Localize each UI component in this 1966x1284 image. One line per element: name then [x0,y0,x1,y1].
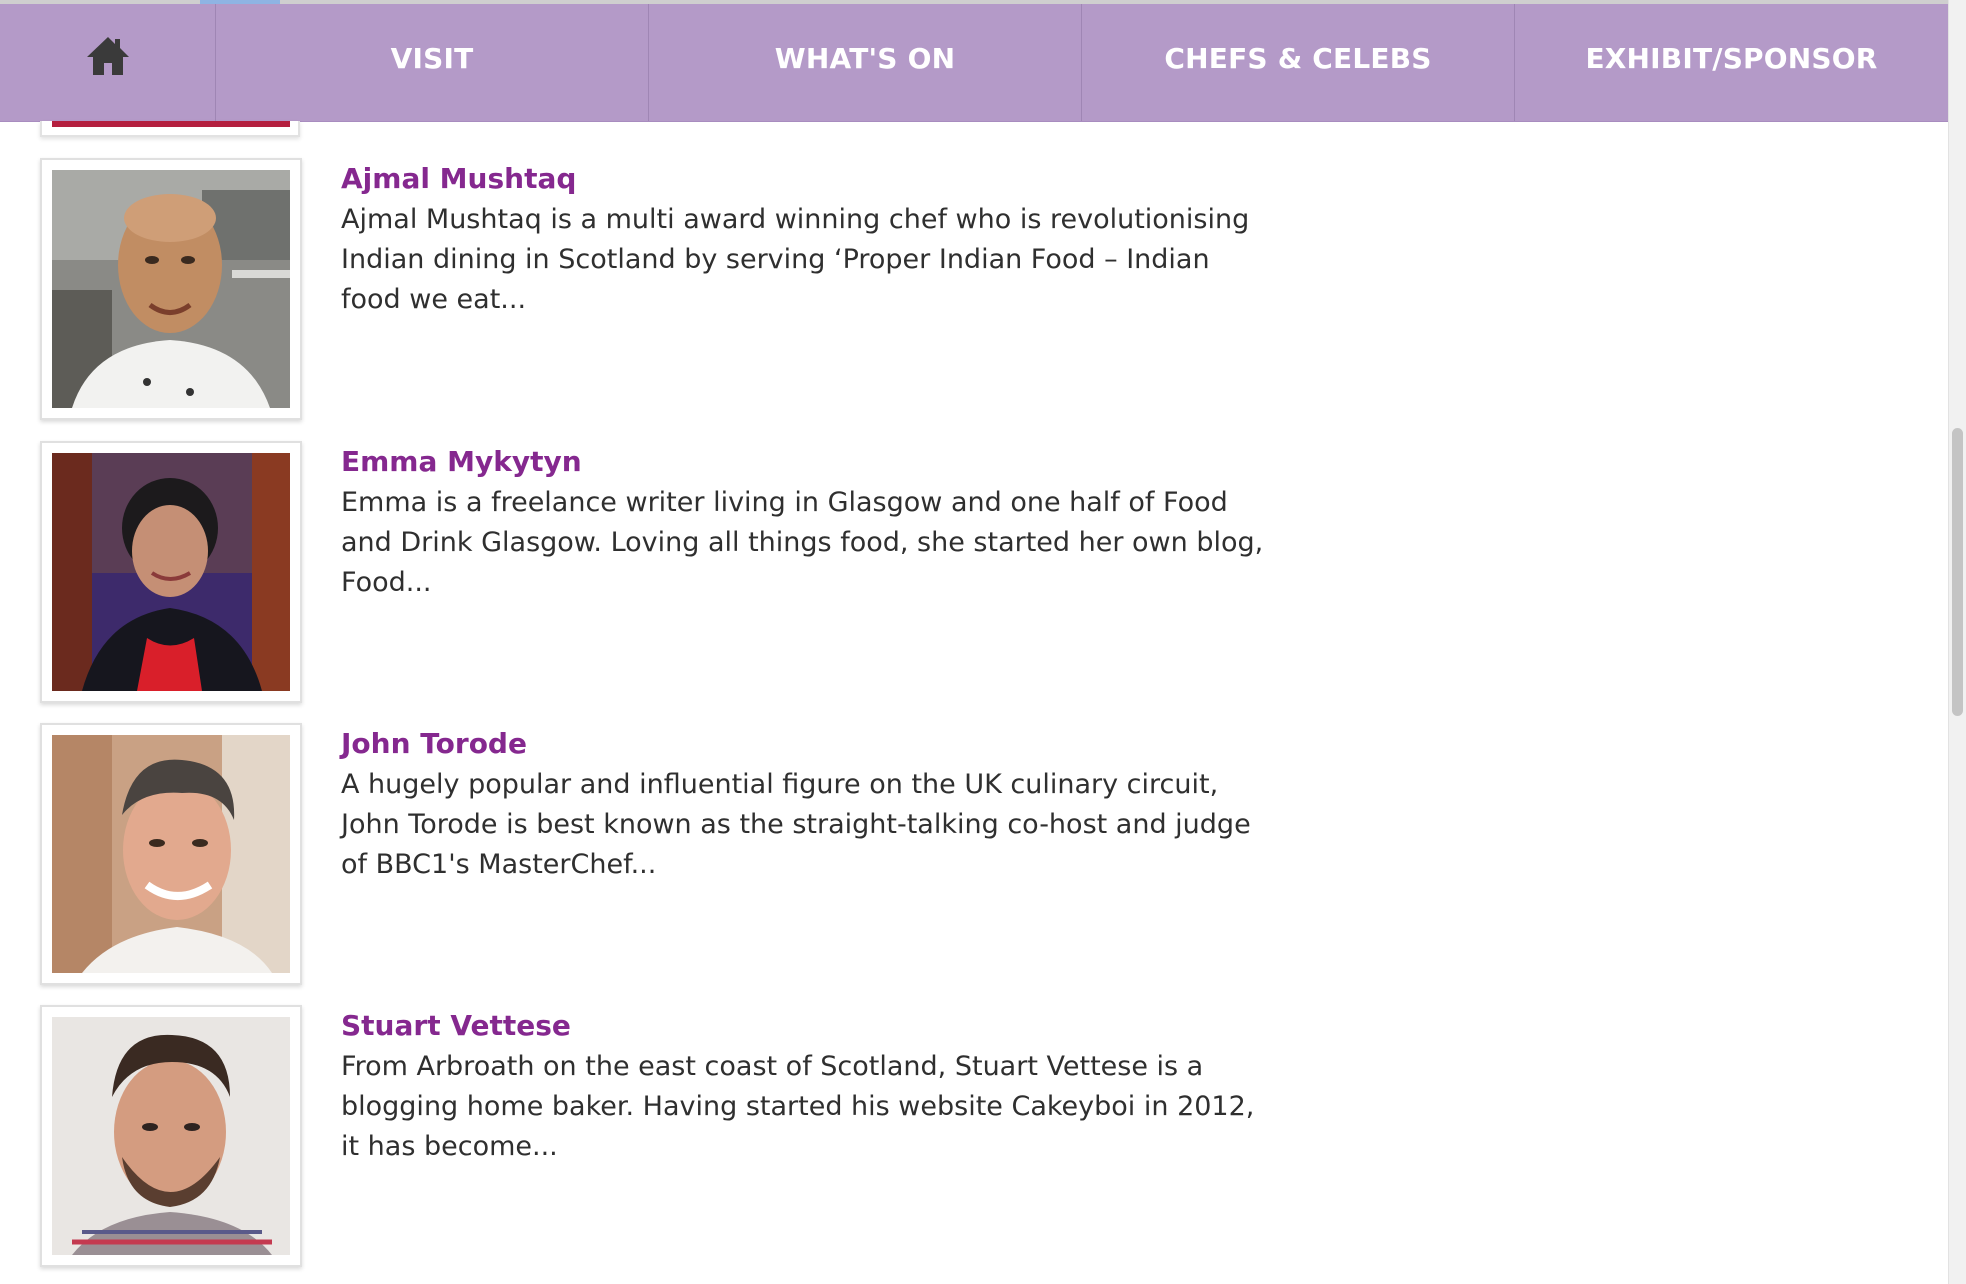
chef-thumbnail[interactable] [40,1005,302,1267]
home-icon [85,35,131,81]
chef-description: Ajmal Mushtaq is a multi award winning chef who is revolutionising Indian dining in Scotland by serving ‘Proper Indian Food – Indian food we eat... [341,204,1250,315]
nav-item-chefs-celebs[interactable]: CHEFS & CELEBS [1082,4,1515,121]
chef-description: Emma is a freelance writer living in Glasgow and one half of Food and Drink Glasgow. Loving all things food, she started her own blog, Food... [341,487,1264,598]
chef-list-item [40,723,1251,985]
chef-photo [52,735,290,973]
home-button[interactable] [0,4,216,121]
previous-chef-thumbnail[interactable] [40,121,300,137]
previous-chef-photo [52,121,290,127]
chef-list-item [40,1005,1255,1267]
nav-item-whats-on[interactable]: WHAT'S ON [649,4,1082,121]
vertical-scrollbar[interactable] [1948,0,1966,1284]
chef-thumbnail[interactable] [40,723,302,985]
main-nav [0,4,1948,122]
nav-item-exhibit-sponsor[interactable]: EXHIBIT/SPONSOR [1585,42,1878,75]
scrollbar-thumb[interactable] [1952,428,1963,716]
chef-name-link[interactable]: John Torode [341,727,527,760]
chef-photo [52,1017,290,1255]
chef-thumbnail[interactable] [40,158,302,420]
chef-description: A hugely popular and influential figure on the UK culinary circuit, John Torode is best known as the straight-talking co-host and judge of BBC1's MasterChef... [341,769,1251,880]
nav-item-visit[interactable]: VISIT [216,4,649,121]
chef-photo [52,453,290,691]
chef-thumbnail[interactable] [40,441,302,703]
chef-list-item [40,441,1264,703]
chef-list-item [40,158,1250,420]
chef-name-link[interactable]: Emma Mykytyn [341,445,582,478]
chef-photo [52,170,290,408]
chef-name-link[interactable]: Ajmal Mushtaq [341,162,577,195]
chef-description: From Arbroath on the east coast of Scotland, Stuart Vettese is a blogging home baker. Having started his website Cakeyboi in 2012, it has become... [341,1051,1255,1162]
chef-name-link[interactable]: Stuart Vettese [341,1009,571,1042]
